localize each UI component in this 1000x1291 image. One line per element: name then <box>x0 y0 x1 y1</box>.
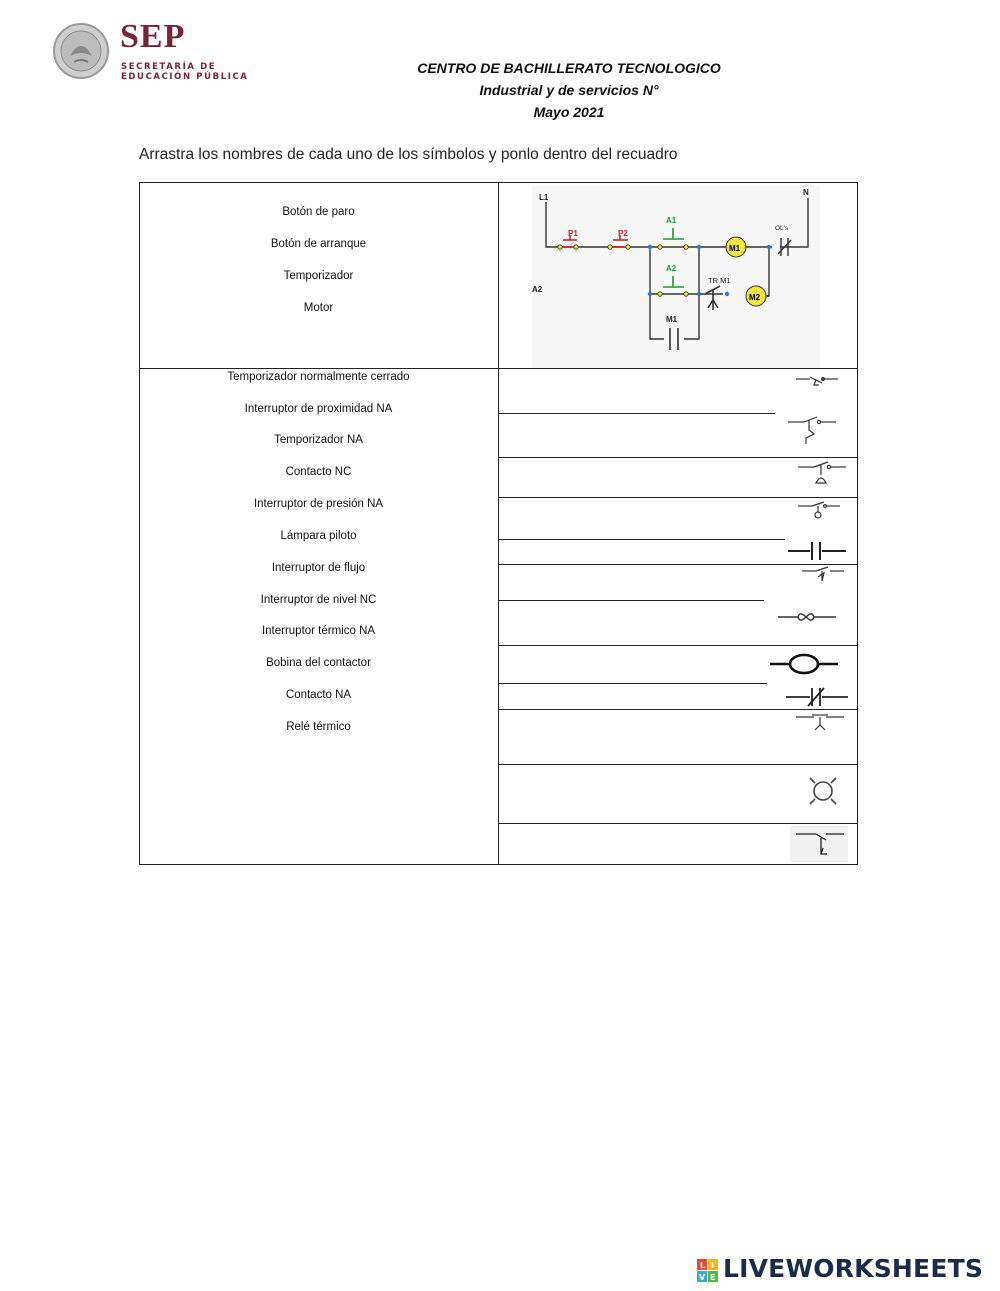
liveworksheets-logo-icon <box>697 1259 719 1283</box>
logo-letter-i: I <box>711 1261 714 1270</box>
thermal-switch-symbol-icon <box>790 826 848 862</box>
answer-drop-zone[interactable] <box>500 685 770 708</box>
answer-row-divider <box>499 457 858 458</box>
draggable-word[interactable]: Botón de arranque <box>270 238 367 250</box>
diagram-label-a2-side: A2 <box>532 285 543 294</box>
table-divider-horizontal <box>139 368 858 369</box>
diagram-label-m1-contact: M1 <box>666 315 678 324</box>
pressure-switch-symbol-icon <box>796 500 842 522</box>
diagram-label-ols: OL's <box>775 225 789 232</box>
diagram-label-trm1: TR M1 <box>708 276 731 285</box>
sep-logo-subtitle-1: SECRETARÍA DE <box>121 62 217 72</box>
answer-drop-zone[interactable] <box>500 415 780 456</box>
answer-drop-zone[interactable] <box>500 825 785 864</box>
draggable-word[interactable]: Interruptor de nivel NC <box>260 594 377 606</box>
draggable-word[interactable]: Interruptor de presión NA <box>253 498 384 510</box>
proximity-switch-symbol-icon <box>784 414 840 446</box>
contact-na-symbol-icon <box>786 540 848 562</box>
diagram-label-p1: P1 <box>568 229 578 238</box>
answer-row-divider <box>499 600 799 601</box>
draggable-word[interactable]: Interruptor de proximidad NA <box>244 403 393 415</box>
school-subtitle: Industrial y de servicios N° <box>479 82 659 98</box>
answer-drop-zone[interactable] <box>500 647 760 682</box>
logo-letter-l: L <box>700 1261 706 1270</box>
contact-nc-symbol-icon <box>784 684 850 710</box>
logo-letter-e: E <box>710 1273 716 1282</box>
answer-drop-zone[interactable] <box>500 766 790 822</box>
draggable-word[interactable]: Lámpara piloto <box>280 530 357 542</box>
diagram-label-n: N <box>803 188 809 197</box>
control-circuit-diagram <box>532 186 820 368</box>
liveworksheets-brand[interactable]: LIVEWORKSHEETS <box>723 1254 984 1283</box>
thermal-relay-symbol-icon <box>764 600 850 634</box>
answer-row-divider <box>499 413 775 414</box>
answer-drop-zone[interactable] <box>500 711 790 763</box>
answer-drop-zone[interactable] <box>500 566 790 599</box>
draggable-word[interactable]: Temporizador <box>283 270 354 282</box>
diagram-label-m1-motor: M1 <box>729 244 741 253</box>
answer-row-divider <box>499 764 858 765</box>
answer-drop-zone[interactable] <box>500 499 790 538</box>
draggable-word[interactable]: Relé térmico <box>286 721 351 733</box>
draggable-word[interactable]: Botón de paro <box>282 206 355 218</box>
diagram-label-a1: A1 <box>666 216 677 225</box>
answer-row-divider <box>499 497 858 498</box>
answer-row-divider <box>499 539 785 540</box>
contactor-coil-symbol-icon <box>768 648 840 680</box>
diagram-label-m2-motor: M2 <box>749 293 761 302</box>
answer-row-divider <box>499 823 858 824</box>
draggable-word[interactable]: Bobina del contactor <box>266 657 371 669</box>
document-date: Mayo 2021 <box>533 104 605 120</box>
pilot-lamp-symbol-icon <box>802 770 844 812</box>
answer-row-divider <box>499 683 767 684</box>
answer-drop-zone[interactable] <box>500 370 790 412</box>
draggable-word[interactable]: Contacto NA <box>285 689 352 701</box>
sep-logo-title: SEP <box>120 18 186 55</box>
timer-nc-symbol-icon <box>792 371 842 391</box>
logo-letter-v: V <box>699 1273 706 1282</box>
diagram-label-p2: P2 <box>618 229 628 238</box>
answer-drop-zone[interactable] <box>500 541 780 563</box>
answer-row-divider <box>499 645 858 646</box>
timer-no-symbol-icon <box>796 459 848 495</box>
draggable-word[interactable]: Interruptor térmico NA <box>261 625 376 637</box>
level-switch-nc-symbol-icon <box>794 711 846 735</box>
diagram-label-l1: L1 <box>539 193 549 202</box>
draggable-word[interactable]: Interruptor de flujo <box>271 562 366 574</box>
draggable-word[interactable]: Motor <box>303 302 334 314</box>
instruction-text: Arrastra los nombres de cada uno de los símbolos y ponlo dentro del recuadro <box>139 146 678 163</box>
flow-switch-symbol-icon <box>800 565 846 587</box>
answer-drop-zone[interactable] <box>500 602 770 644</box>
draggable-word[interactable]: Temporizador NA <box>274 434 363 446</box>
draggable-word[interactable]: Contacto NC <box>285 466 352 478</box>
diagram-label-a2: A2 <box>666 264 677 273</box>
table-divider-vertical <box>498 182 499 865</box>
school-name: CENTRO DE BACHILLERATO TECNOLOGICO <box>417 60 721 76</box>
answer-drop-zone[interactable] <box>500 459 790 496</box>
draggable-word[interactable]: Temporizador normalmente cerrado <box>227 371 410 383</box>
sep-logo-subtitle-2: EDUCACIÓN PÚBLICA <box>121 72 249 82</box>
